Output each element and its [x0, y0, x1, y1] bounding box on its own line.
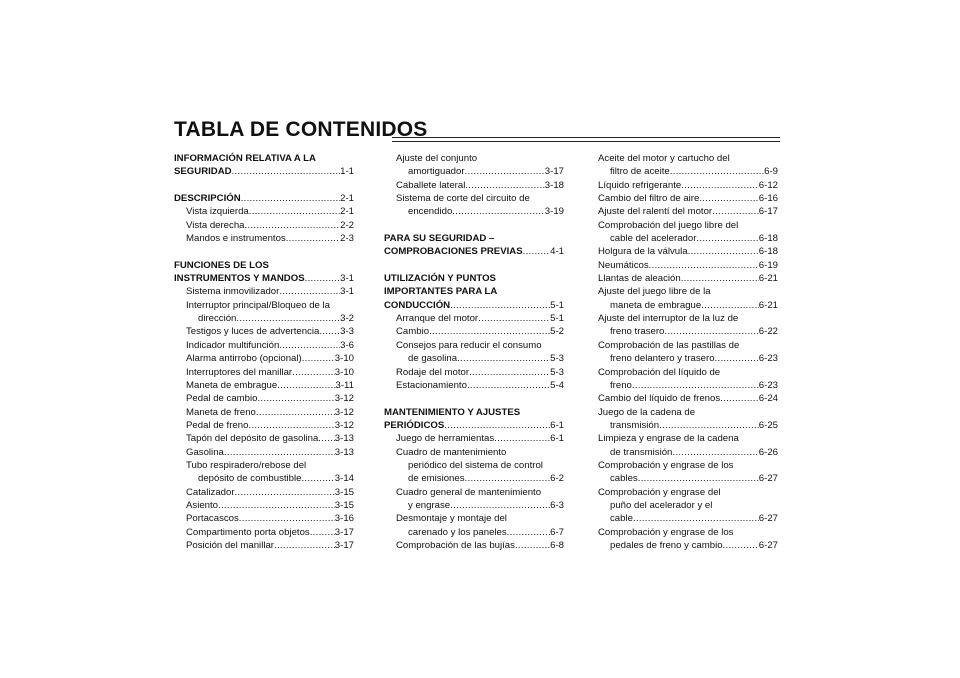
toc-entry[interactable]: Indicador multifunción ..... 3-6: [174, 339, 354, 352]
page-number: 1-1: [340, 166, 354, 178]
toc-entry[interactable]: Líquido refrigerante ..... 6-12: [598, 179, 778, 192]
toc-entry[interactable]: Portacascos ..... 3-16: [174, 512, 354, 525]
toc-entry[interactable]: Cambio del líquido de frenos ..... 6-24: [598, 392, 778, 405]
section-heading: MANTENIMIENTO Y AJUSTES: [384, 406, 521, 418]
toc-entry[interactable]: Maneta de freno ..... 3-12: [174, 406, 354, 419]
toc-section-seguridad-previas[interactable]: [384, 245, 564, 258]
toc-entry-line: Limpieza y engrase de la cadena: [598, 433, 739, 445]
toc-column-3: [598, 152, 778, 552]
toc-column-1: [174, 152, 354, 552]
toc-entry[interactable]: cable del acelerador ..... 6-18: [598, 232, 778, 245]
toc-entry-line: Cuadro de mantenimiento: [396, 446, 507, 458]
toc-entry-line: Cuadro general de mantenimiento: [396, 486, 542, 498]
toc-entry[interactable]: de emisiones ..... 6-2: [384, 472, 564, 485]
section-heading: IMPORTANTES PARA LA: [384, 286, 498, 298]
toc-entry-line: Interruptor principal/Bloqueo de la: [186, 299, 330, 311]
section-heading: PERIÓDICOS: [384, 419, 445, 431]
toc-entry[interactable]: Estacionamiento ..... 5-4: [384, 379, 564, 392]
page-number: 5-1: [550, 299, 564, 311]
section-heading: CONDUCCIÓN: [384, 299, 451, 311]
toc-entry[interactable]: de gasolina ..... 5-3: [384, 352, 564, 365]
toc-entry[interactable]: Sistema inmovilizador ..... 3-1: [174, 285, 354, 298]
toc-entry-line: Comprobación y engrase de los: [598, 459, 734, 471]
section-heading: PARA SU SEGURIDAD –: [384, 233, 495, 245]
toc-entry[interactable]: Mandos e instrumentos ..... 2-3: [174, 232, 354, 245]
toc-entry[interactable]: Rodaje del motor ..... 5-3: [384, 366, 564, 379]
toc-entry[interactable]: filtro de aceite ..... 6-9: [598, 165, 778, 178]
toc-section-seguridad[interactable]: [174, 165, 354, 178]
page-number: 4-1: [550, 246, 564, 258]
toc-entry[interactable]: Neumáticos ..... 6-19: [598, 259, 778, 272]
toc-entry-line: Sistema de corte del circuito de: [396, 193, 530, 205]
toc-entry-line: periódico del sistema de control: [408, 459, 543, 471]
toc-entry[interactable]: transmisión ..... 6-25: [598, 419, 778, 432]
toc-section-funciones[interactable]: [174, 272, 354, 285]
section-heading: COMPROBACIONES PREVIAS: [384, 246, 523, 258]
toc-entry-line: Comprobación del juego libre del: [598, 219, 739, 231]
toc-entry-line: Juego de la cadena de: [598, 406, 696, 418]
toc-entry-line: Aceite del motor y cartucho del: [598, 153, 730, 164]
toc-entry[interactable]: Maneta de embrague ..... 3-11: [174, 379, 354, 392]
page-number: 6-1: [550, 419, 564, 431]
toc-entry[interactable]: Cambio del filtro de aire ..... 6-16: [598, 192, 778, 205]
section-heading: SEGURIDAD: [174, 166, 232, 178]
toc-entry-line: Ajuste del conjunto: [396, 153, 478, 164]
toc-entry-line: Comprobación de las pastillas de: [598, 339, 740, 351]
toc-entry[interactable]: Caballete lateral ..... 3-18: [384, 179, 564, 192]
toc-entry[interactable]: Interruptores del manillar ..... 3-10: [174, 366, 354, 379]
toc-entry[interactable]: Compartimento porta objetos ..... 3-17: [174, 526, 354, 539]
toc-entry[interactable]: Pedal de cambio ..... 3-12: [174, 392, 354, 405]
toc-entry[interactable]: Posición del manillar ..... 3-17: [174, 539, 354, 552]
toc-entry[interactable]: Vista derecha ..... 2-2: [174, 219, 354, 232]
toc-entry-line: Ajuste del juego libre de la: [598, 286, 711, 298]
toc-entry[interactable]: Juego de herramientas ..... 6-1: [384, 432, 564, 445]
section-heading: UTILIZACIÓN Y PUNTOS: [384, 273, 496, 285]
toc-entry-line: Comprobación del líquido de: [598, 366, 721, 378]
toc-entry[interactable]: carenado y los paneles ..... 6-7: [384, 526, 564, 539]
toc-entry-line: Desmontaje y montaje del: [396, 513, 507, 525]
toc-entry[interactable]: y engrase ..... 6-3: [384, 499, 564, 512]
page-number: 3-1: [340, 273, 354, 285]
title-rule: [392, 137, 780, 142]
toc-entry[interactable]: Comprobación de las bujías ..... 6-8: [384, 539, 564, 552]
toc-entry[interactable]: Cambio ..... 5-2: [384, 325, 564, 338]
toc-entry[interactable]: freno delantero y trasero ..... 6-23: [598, 352, 778, 365]
toc-entry[interactable]: freno trasero ..... 6-22: [598, 325, 778, 338]
toc-entry-line: Ajuste del interruptor de la luz de: [598, 313, 739, 325]
toc-entry[interactable]: de transmisión ..... 6-26: [598, 446, 778, 459]
toc-entry-line: Comprobación y engrase del: [598, 486, 721, 498]
toc-section-descripcion[interactable]: [174, 192, 354, 205]
toc-entry[interactable]: Asiento ..... 3-15: [174, 499, 354, 512]
toc-entry-line: puño del acelerador y el: [610, 499, 713, 511]
section-heading: INFORMACIÓN RELATIVA A LA: [174, 153, 316, 164]
toc-entry[interactable]: pedales de freno y cambio ..... 6-27: [598, 539, 778, 552]
toc-entry-line: Consejos para reducir el consumo: [396, 339, 542, 351]
toc-entry[interactable]: Arranque del motor ..... 5-1: [384, 312, 564, 325]
toc-section-mantenimiento[interactable]: [384, 419, 564, 432]
toc-entry[interactable]: encendido ..... 3-19: [384, 205, 564, 218]
toc-entry[interactable]: cables ..... 6-27: [598, 472, 778, 485]
toc-entry[interactable]: Ajuste del ralentí del motor ..... 6-17: [598, 205, 778, 218]
toc-entry[interactable]: Gasolina ..... 3-13: [174, 446, 354, 459]
toc-entry-line: Tubo respiradero/rebose del: [186, 459, 307, 471]
toc-entry[interactable]: Vista izquierda ..... 2-1: [174, 205, 354, 218]
page-number: 2-1: [340, 193, 354, 205]
toc-column-2: [384, 152, 564, 552]
toc-entry[interactable]: depósito de combustible ..... 3-14: [174, 472, 354, 485]
section-heading: INSTRUMENTOS Y MANDOS: [174, 273, 305, 285]
toc-entry[interactable]: Testigos y luces de advertencia ..... 3-3: [174, 325, 354, 338]
toc-entry[interactable]: amortiguador ..... 3-17: [384, 165, 564, 178]
toc-entry[interactable]: Tapón del depósito de gasolina ..... 3-13: [174, 432, 354, 445]
toc-entry[interactable]: Holgura de la válvula ..... 6-18: [598, 245, 778, 258]
section-heading: DESCRIPCIÓN: [174, 193, 241, 205]
toc-section-conduccion[interactable]: [384, 299, 564, 312]
toc-entry[interactable]: dirección ..... 3-2: [174, 312, 354, 325]
toc-entry[interactable]: maneta de embrague ..... 6-21: [598, 299, 778, 312]
page-title: TABLA DE CONTENIDOS: [174, 118, 428, 141]
toc-entry[interactable]: Llantas de aleación ..... 6-21: [598, 272, 778, 285]
toc-entry[interactable]: Catalizador ..... 3-15: [174, 486, 354, 499]
toc-entry[interactable]: cable ..... 6-27: [598, 512, 778, 525]
toc-entry[interactable]: Alarma antirrobo (opcional) ..... 3-10: [174, 352, 354, 365]
toc-entry[interactable]: freno ..... 6-23: [598, 379, 778, 392]
toc-entry[interactable]: Pedal de freno ..... 3-12: [174, 419, 354, 432]
section-heading: FUNCIONES DE LOS: [174, 259, 269, 271]
toc-entry-line: Comprobación y engrase de los: [598, 526, 734, 538]
